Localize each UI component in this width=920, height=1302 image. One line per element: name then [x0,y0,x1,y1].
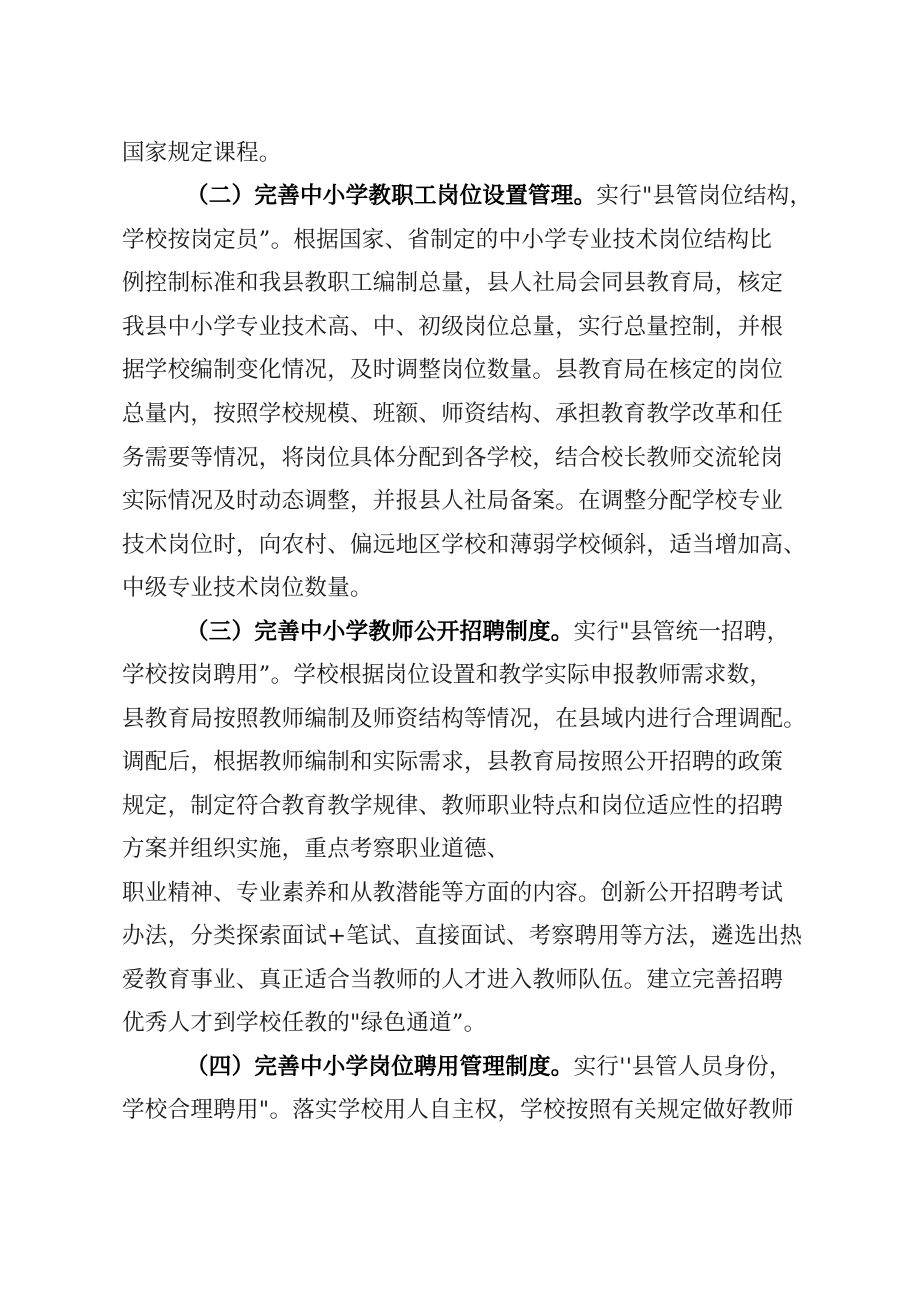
text-line: 我县中小学专业技术高、中、初级岗位总量，实行总量控制，并根 [122,314,784,340]
section-heading: （四）完善中小学岗位聘用管理制度。 [186,1054,574,1080]
text-line: 务需要等情况，将岗位具体分配到各学校，结合校长教师交流轮岗 [122,445,784,471]
text-line: 方案并组织实施，重点考察职业道德、 [122,836,510,862]
text-line: 调配后，根据教师编制和实际需求，县教育局按照公开招聘的政策 [122,749,784,775]
text-line: 学校按岗定员”。根据国家、省制定的中小学专业技术岗位结构比 [122,227,773,253]
section-heading-line: （三）完善中小学教师公开招聘制度。实行"县管统一招聘， [186,619,790,645]
text-line: 学校按岗聘用”。学校根据岗位设置和教学实际申报教师需求数， [122,662,773,688]
text-line: 国家规定课程。 [122,140,282,166]
section-heading: （二）完善中小学教职工岗位设置管理。 [186,183,597,209]
text-line: 办法，分类探索面试+笔试、直接面试、考察聘用等方法，遴选出热 [122,923,803,949]
text-line: 例控制标准和我县教职工编制总量，县人社局会同县教育局，核定 [122,270,784,296]
text-line: 县教育局按照教师编制及师资结构等情况，在县域内进行合理调配。 [122,706,807,732]
section-heading-line: （二）完善中小学教职工岗位设置管理。实行"县管岗位结构， [186,183,813,209]
text-line: 爱教育事业、真正适合当教师的人才进入教师队伍。建立完善招聘 [122,967,784,993]
section-heading: （三）完善中小学教师公开招聘制度。 [186,619,574,645]
text-line: 实际情况及时动态调整，并报县人社局备案。在调整分配学校专业 [122,488,784,514]
text-line: 据学校编制变化情况，及时调整岗位数量。县教育局在核定的岗位 [122,357,784,383]
text-line: 规定，制定符合教育教学规律、教师职业特点和岗位适应性的招聘 [122,793,784,819]
text-line: 中级专业技术岗位数量。 [122,575,373,601]
text-line: 总量内，按照学校规模、班额、师资结构、承担教育教学改革和任 [122,401,784,427]
text-line: 优秀人才到学校任教的"绿色通道”。 [122,1010,487,1036]
section-heading-line: （四）完善中小学岗位聘用管理制度。实行''县管人员身份， [186,1054,792,1080]
text-line: 学校合理聘用"。落实学校用人自主权，学校按照有关规定做好教师 [122,1097,794,1123]
text-line: 技术岗位时，向农村、偏远地区学校和薄弱学校倾斜，适当增加高、 [122,532,807,558]
text-line: 职业精神、专业素养和从教潜能等方面的内容。创新公开招聘考试 [122,880,784,906]
